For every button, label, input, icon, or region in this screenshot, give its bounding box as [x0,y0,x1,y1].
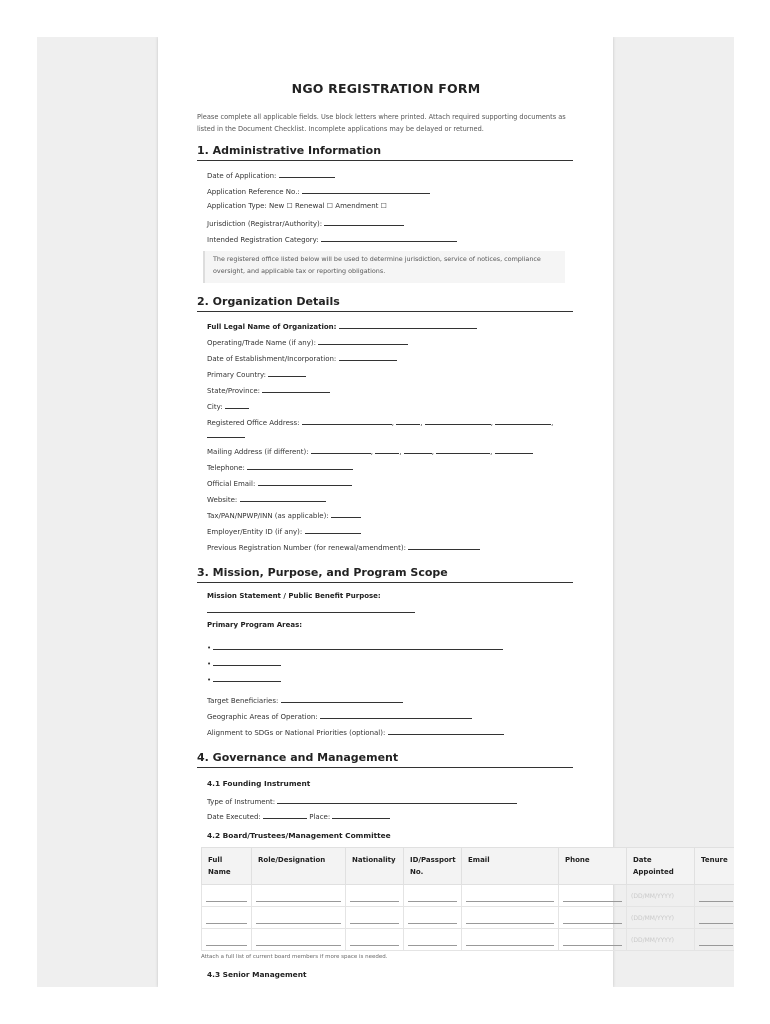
website-row [207,494,326,504]
website-field[interactable] [240,494,326,502]
mailing-postcode-field[interactable] [495,446,533,454]
attach-board-note: Attach a full list of current board members if more space is needed. [201,954,388,960]
tax-id-label: Tax/PAN/NPWP/INN (as applicable): [207,512,329,520]
mailing-address-label: Mailing Address (if different): [207,448,309,456]
date-appointed-cell[interactable] [627,885,695,907]
mailing-city-field[interactable] [404,446,432,454]
previous-registration-row [207,542,480,552]
geographic-areas-label: Geographic Areas of Operation: [207,713,318,721]
registration-category-row [207,234,457,244]
primary-country-label: Primary Country: [207,371,266,379]
column-header: Tenure [695,848,735,885]
program-area-field-1[interactable] [213,642,503,650]
email-cell[interactable] [462,929,559,951]
column-header: Nationality [346,848,404,885]
registered-address-label: Registered Office Address: [207,419,300,427]
jurisdiction-field[interactable] [324,218,404,226]
id-cell[interactable] [404,907,462,929]
jurisdiction-row [207,218,404,228]
form-intro: Please complete all applicable fields. Use block letters where printed. Attach required supporting documents as listed in the Document Checklist. Incomplete applications may be delayed or returned. [197,113,566,133]
target-beneficiaries-field[interactable] [281,695,403,703]
phone-cell[interactable] [559,885,627,907]
program-area-item [207,658,281,668]
address-part-field[interactable] [396,417,420,425]
trade-name-label: Operating/Trade Name (if any): [207,339,316,347]
tenure-cell[interactable] [695,929,735,951]
sdg-alignment-field[interactable] [388,727,504,735]
tax-id-row [207,510,361,520]
registered-address-row: Registered Office Address: , , , , [207,419,554,427]
program-area-item [207,674,281,684]
program-area-item [207,642,503,652]
program-areas-row [207,621,302,629]
senior-management-subheading: 4.3 Senior Management [207,970,307,979]
trade-name-row [207,337,408,347]
official-email-row [207,478,352,488]
place-field[interactable] [332,811,390,819]
date-appointed-cell[interactable] [627,907,695,929]
nationality-cell[interactable] [346,929,404,951]
registration-category-field[interactable] [321,234,457,242]
document-viewer [37,37,734,987]
id-cell[interactable] [404,885,462,907]
sdg-alignment-row [207,727,504,737]
instrument-type-field[interactable] [277,796,517,804]
role-cell[interactable] [252,929,346,951]
place-label: Place: [309,813,331,821]
program-areas-label: Primary Program Areas: [207,621,303,629]
mailing-state-field[interactable] [436,446,490,454]
founding-instrument-subheading: 4.1 Founding Instrument [207,779,311,788]
table-row [202,929,735,951]
application-type-row [207,202,387,210]
board-table [201,847,734,951]
mission-statement-label: Mission Statement / Public Benefit Purpose: [207,592,381,600]
date-executed-field[interactable] [263,811,307,819]
city-field[interactable] [225,401,249,409]
section-4-heading: 4. Governance and Management [197,751,573,768]
email-cell[interactable] [462,885,559,907]
state-province-label: State/Province: [207,387,261,395]
role-cell[interactable] [252,885,346,907]
board-subheading: 4.2 Board/Trustees/Management Committee [207,831,391,840]
registered-address-continued [207,430,245,440]
application-reference-field[interactable] [302,186,430,194]
tenure-cell[interactable] [695,907,735,929]
column-header: Full Name [202,848,252,885]
program-area-field-2[interactable] [213,658,281,666]
official-email-field[interactable] [258,478,352,486]
mission-statement-field[interactable] [207,605,415,613]
state-province-field[interactable] [262,385,330,393]
bullet-icon: • [207,644,212,652]
establishment-date-label: Date of Establishment/Incorporation: [207,355,337,363]
name-cell[interactable] [202,885,252,907]
nationality-cell[interactable] [346,907,404,929]
target-beneficiaries-label: Target Beneficiaries: [207,697,279,705]
mission-statement-row [207,592,381,600]
role-cell[interactable] [252,907,346,929]
previous-registration-field[interactable] [408,542,480,550]
name-cell[interactable] [202,907,252,929]
application-reference-label: Application Reference No.: [207,188,300,196]
program-area-field-3[interactable] [213,674,281,682]
employer-id-field[interactable] [305,526,361,534]
table-row [202,885,735,907]
date-placeholder: (DD/MM/YYYY) [631,892,674,900]
jurisdiction-label: Jurisdiction (Registrar/Authority): [207,220,323,228]
instrument-type-row [207,796,517,806]
telephone-label: Telephone: [207,464,245,472]
application-type-label[interactable]: Application Type: New ☐ Renewal ☐ Amendment ☐ [207,202,387,210]
date-appointed-cell[interactable] [627,929,695,951]
form-title: NGO REGISTRATION FORM [291,81,481,96]
mailing-part-field[interactable] [375,446,399,454]
trade-name-field[interactable] [318,337,408,345]
employer-id-label: Employer/Entity ID (if any): [207,528,303,536]
official-email-label: Official Email: [207,480,256,488]
legal-name-row [207,321,477,331]
date-executed-label: Date Executed: [207,813,261,821]
id-cell[interactable] [404,929,462,951]
address-state-field[interactable] [495,417,551,425]
city-row [207,401,249,411]
application-reference-row [207,186,430,196]
nationality-cell[interactable] [346,885,404,907]
address-postcode-field[interactable] [207,430,245,438]
registered-office-note: The registered office listed below will be used to determine jurisdiction, service of notices, compliance oversight, and applicable tax or reporting obligations. [203,251,565,283]
date-placeholder: (DD/MM/YYYY) [631,936,674,944]
bullet-icon: • [207,660,212,668]
mailing-line-field[interactable] [311,446,371,454]
date-executed-row [207,811,390,821]
tax-id-field[interactable] [331,510,361,518]
address-line-field[interactable] [302,417,392,425]
primary-country-row [207,369,306,379]
legal-name-label: Full Legal Name of Organization: [207,323,337,331]
section-2-heading: 2. Organization Details [197,295,573,312]
geographic-areas-row [207,711,472,721]
website-label: Website: [207,496,238,504]
name-cell[interactable] [202,929,252,951]
target-beneficiaries-row [207,695,403,705]
city-label: City: [207,403,223,411]
tenure-cell[interactable] [695,885,735,907]
phone-cell[interactable] [559,907,627,929]
section-1-heading: 1. Administrative Information [197,144,573,161]
date-of-application-label: Date of Application: [207,172,277,180]
instrument-type-label: Type of Instrument: [207,798,276,806]
legal-name-field[interactable] [339,321,477,329]
primary-country-field[interactable] [268,369,306,377]
mailing-address-row: Mailing Address (if different): , , , , [207,446,533,456]
column-header: Date Appointed [627,848,695,885]
establishment-date-field[interactable] [339,353,397,361]
phone-cell[interactable] [559,929,627,951]
telephone-field[interactable] [247,462,353,470]
registration-category-label: Intended Registration Category: [207,236,319,244]
column-header: Email [462,848,559,885]
column-header: ID/Passport No. [404,848,462,885]
bullet-icon: • [207,676,212,684]
establishment-date-row [207,353,397,363]
table-row [202,907,735,929]
column-header: Phone [559,848,627,885]
date-of-application-field[interactable] [279,170,335,178]
telephone-row [207,462,353,472]
date-placeholder: (DD/MM/YYYY) [631,914,674,922]
email-cell[interactable] [462,907,559,929]
address-city-field[interactable] [425,417,491,425]
previous-registration-label: Previous Registration Number (for renewal/amendment): [207,544,406,552]
column-header: Role/Designation [252,848,346,885]
form-page [158,37,728,987]
date-of-application-row [207,170,335,180]
sdg-alignment-label: Alignment to SDGs or National Priorities (optional): [207,729,386,737]
section-3-heading: 3. Mission, Purpose, and Program Scope [197,566,573,583]
employer-id-row [207,526,361,536]
geographic-areas-field[interactable] [320,711,472,719]
state-province-row [207,385,330,395]
board-table-header [202,848,735,885]
mission-statement-line [207,605,415,615]
